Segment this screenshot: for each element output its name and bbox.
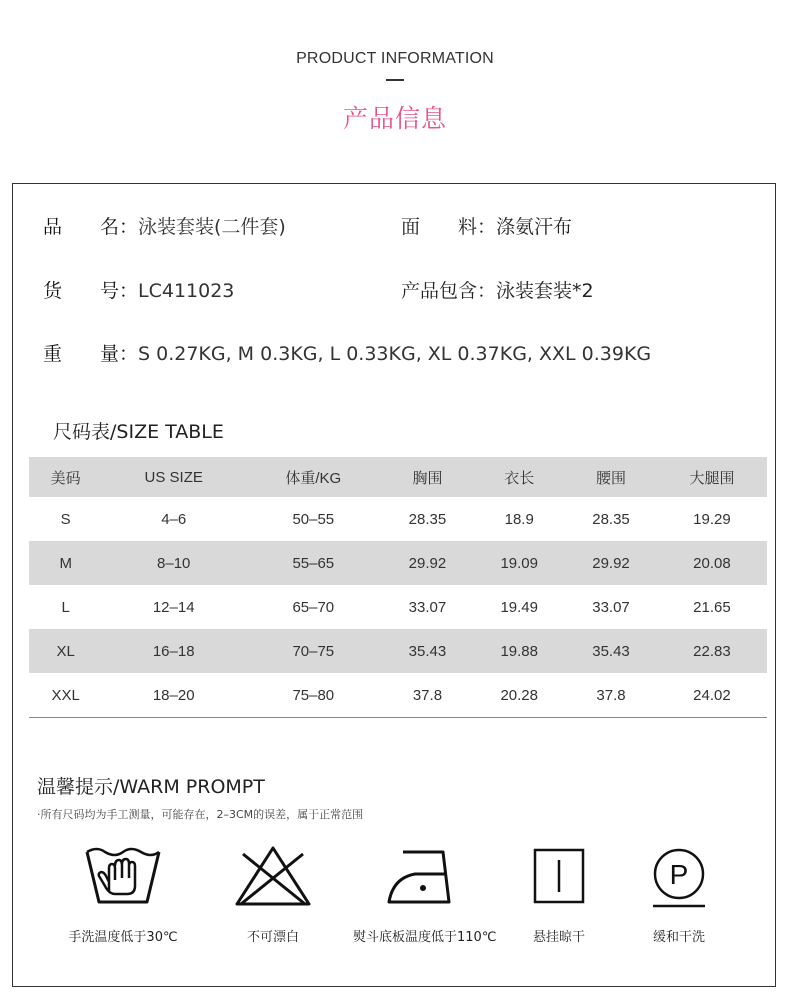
col-header: US SIZE bbox=[102, 457, 245, 497]
table-cell: 12–14 bbox=[152, 598, 195, 616]
table-cell: 21.65 bbox=[693, 598, 731, 616]
table-cell: 35.43 bbox=[565, 629, 657, 673]
info-name-row bbox=[43, 212, 286, 239]
table-cell: L bbox=[61, 598, 70, 616]
col-header: 美码 bbox=[29, 457, 102, 497]
table-row bbox=[29, 585, 767, 629]
col-header: 胸围 bbox=[382, 457, 474, 497]
table-cell: 19.29 bbox=[693, 510, 731, 528]
col-header: 腰围 bbox=[565, 457, 657, 497]
info-fabric-value: 涤氨汗布 bbox=[496, 216, 573, 238]
table-cell: 29.92 bbox=[565, 541, 657, 585]
hand-wash-icon bbox=[83, 844, 163, 908]
table-cell: 55–65 bbox=[245, 541, 382, 585]
table-cell: 16–18 bbox=[102, 629, 245, 673]
col-header: 大腿围 bbox=[657, 457, 767, 497]
table-cell: XL bbox=[29, 629, 102, 673]
table-cell: 37.8 bbox=[382, 673, 474, 718]
table-cell: 18.9 bbox=[504, 510, 534, 528]
care-item-dry-clean bbox=[609, 844, 749, 945]
care-label: 手洗温度低于30℃ bbox=[68, 930, 178, 945]
info-package-row bbox=[401, 276, 594, 303]
info-weight-value: S 0.27KG, M 0.3KG, L 0.33KG, XL 0.37KG, XXL 0.39KG bbox=[138, 343, 652, 365]
table-cell: 19.49 bbox=[500, 598, 538, 616]
table-cell: 29.92 bbox=[382, 541, 474, 585]
care-item-iron bbox=[353, 844, 497, 945]
table-cell: XXL bbox=[29, 673, 102, 718]
info-name-value: 泳装套装(二件套) bbox=[138, 216, 286, 238]
table-cell: 20.08 bbox=[657, 541, 767, 585]
table-cell: 33.07 bbox=[408, 598, 447, 616]
table-cell: S bbox=[60, 510, 71, 528]
table-cell: 22.83 bbox=[657, 629, 767, 673]
table-row bbox=[29, 541, 767, 585]
table-cell: 75–80 bbox=[245, 673, 382, 718]
table-cell: 19.88 bbox=[473, 629, 565, 673]
table-cell: 28.35 bbox=[408, 510, 447, 528]
table-cell: 33.07 bbox=[592, 598, 630, 616]
table-cell: 65–70 bbox=[292, 598, 335, 616]
care-item-line-dry bbox=[489, 844, 629, 945]
table-cell: 35.43 bbox=[382, 629, 474, 673]
table-cell: 37.8 bbox=[565, 673, 657, 718]
table-cell: 18–20 bbox=[102, 673, 245, 718]
col-header: 衣长 bbox=[473, 457, 565, 497]
table-row bbox=[29, 629, 767, 673]
table-cell: 70–75 bbox=[245, 629, 382, 673]
header-divider bbox=[386, 79, 404, 81]
info-fabric-label: 面 料： bbox=[401, 216, 497, 238]
table-cell: 8–10 bbox=[102, 541, 245, 585]
warm-prompt-note: ·所有尺码均为手工测量，可能存在，2–3CM的误差，属于正常范围 bbox=[37, 808, 364, 821]
table-row bbox=[29, 497, 767, 541]
table-cell: 19.09 bbox=[473, 541, 565, 585]
info-weight-row bbox=[43, 339, 651, 366]
col-header: 体重/KG bbox=[245, 457, 382, 497]
svg-text:P: P bbox=[669, 859, 689, 890]
table-cell: 28.35 bbox=[592, 510, 630, 528]
table-row bbox=[29, 673, 767, 718]
info-fabric-row bbox=[401, 212, 572, 239]
info-item-row bbox=[43, 276, 234, 303]
size-table-header-row bbox=[29, 457, 767, 497]
care-label: 不可漂白 bbox=[246, 930, 299, 945]
info-package-label: 产品包含： bbox=[401, 280, 497, 302]
care-label: 熨斗底板温度低于110℃ bbox=[353, 930, 497, 945]
page-header bbox=[0, 0, 790, 183]
care-label: 悬挂晾干 bbox=[532, 930, 585, 945]
warm-prompt-title: 温馨提示/WARM PROMPT bbox=[37, 776, 265, 798]
care-item-no-bleach bbox=[203, 844, 343, 945]
info-name-label: 品 名： bbox=[43, 216, 139, 238]
size-table bbox=[29, 457, 767, 718]
gentle-dry-clean-icon bbox=[639, 844, 719, 908]
table-cell: 20.28 bbox=[473, 673, 565, 718]
info-item-value: LC411023 bbox=[138, 280, 235, 302]
size-table-title: 尺码表/SIZE TABLE bbox=[53, 421, 224, 443]
info-item-label: 货 号： bbox=[43, 280, 139, 302]
iron-low-icon bbox=[383, 844, 463, 908]
table-cell: 50–55 bbox=[292, 510, 335, 528]
table-cell: 24.02 bbox=[657, 673, 767, 718]
line-dry-icon bbox=[519, 844, 599, 908]
care-label: 缓和干洗 bbox=[652, 930, 705, 945]
header-title-en: PRODUCT INFORMATION bbox=[296, 50, 494, 67]
info-package-value: 泳装套装*2 bbox=[496, 280, 594, 302]
info-weight-label: 重 量： bbox=[43, 343, 139, 365]
table-cell: 4–6 bbox=[161, 510, 187, 528]
no-bleach-icon bbox=[233, 844, 313, 908]
product-info-card bbox=[12, 183, 776, 987]
table-cell: M bbox=[29, 541, 102, 585]
header-title-cn: 产品信息 bbox=[342, 104, 447, 133]
care-item-hand-wash bbox=[53, 844, 193, 945]
